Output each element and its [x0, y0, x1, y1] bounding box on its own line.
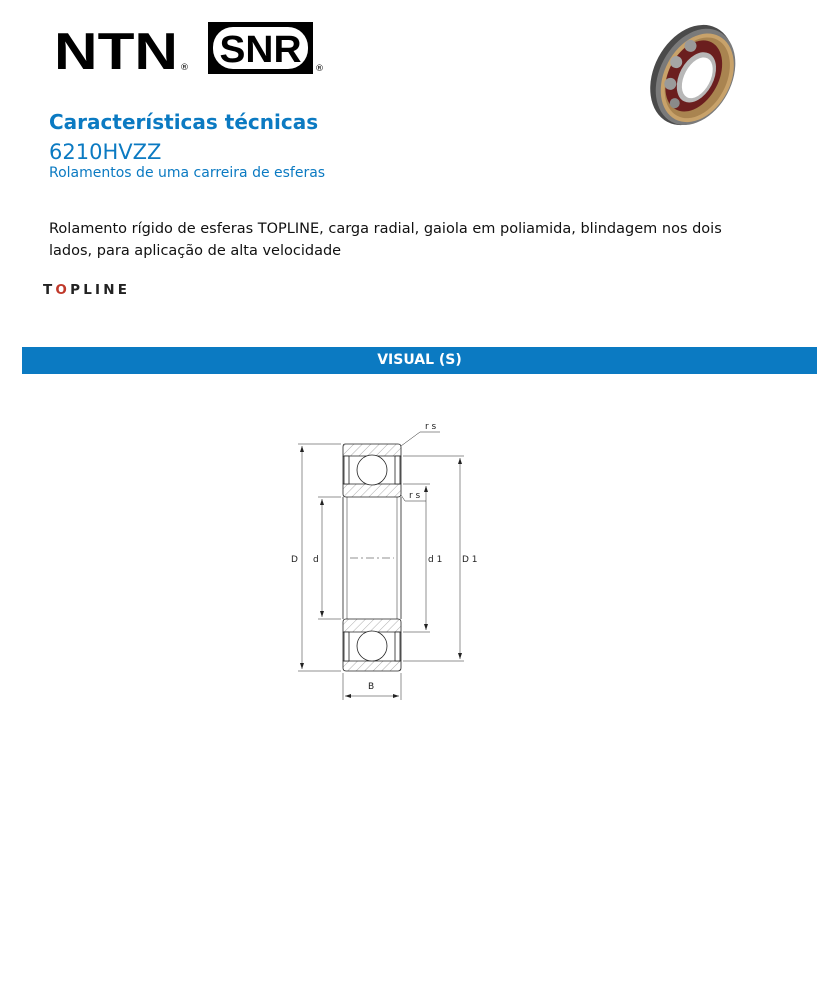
product-family: Rolamentos de uma carreira de esferas — [49, 165, 326, 181]
snr-logo-text: SNR — [219, 29, 302, 71]
topline-logo — [43, 282, 130, 298]
snr-logo — [207, 21, 327, 79]
dimension-label-D1: D 1 — [462, 555, 478, 565]
rs-label-top: r s — [425, 422, 437, 432]
section-title: Características técnicas — [49, 110, 319, 134]
bearing-cross-section-drawing — [280, 410, 500, 714]
product-description: Rolamento rígido de esferas TOPLINE, carga radial, gaiola em poliamida, blindagem nos dois lados, para aplicação de alta velocidade — [49, 221, 722, 259]
topline-logo-rest: PLINE — [70, 282, 131, 298]
topline-logo-t: T — [43, 282, 56, 298]
rs-label-inner: r s — [409, 491, 421, 501]
product-code: 6210HVZZ — [49, 140, 162, 164]
dimension-label-B: B — [368, 682, 375, 692]
dimension-label-D: D — [291, 555, 298, 565]
dimension-label-d1: d 1 — [428, 555, 443, 565]
registered-mark-snr: ® — [315, 64, 324, 74]
ntn-logo — [54, 25, 190, 77]
dimension-label-d: d — [313, 555, 319, 565]
visual-section-header: VISUAL (S) — [22, 347, 817, 374]
topline-logo-o: O — [55, 282, 71, 298]
bearing-product-image — [648, 22, 740, 132]
ntn-logo-text: NTN — [54, 25, 178, 73]
registered-mark: ® — [180, 63, 189, 73]
